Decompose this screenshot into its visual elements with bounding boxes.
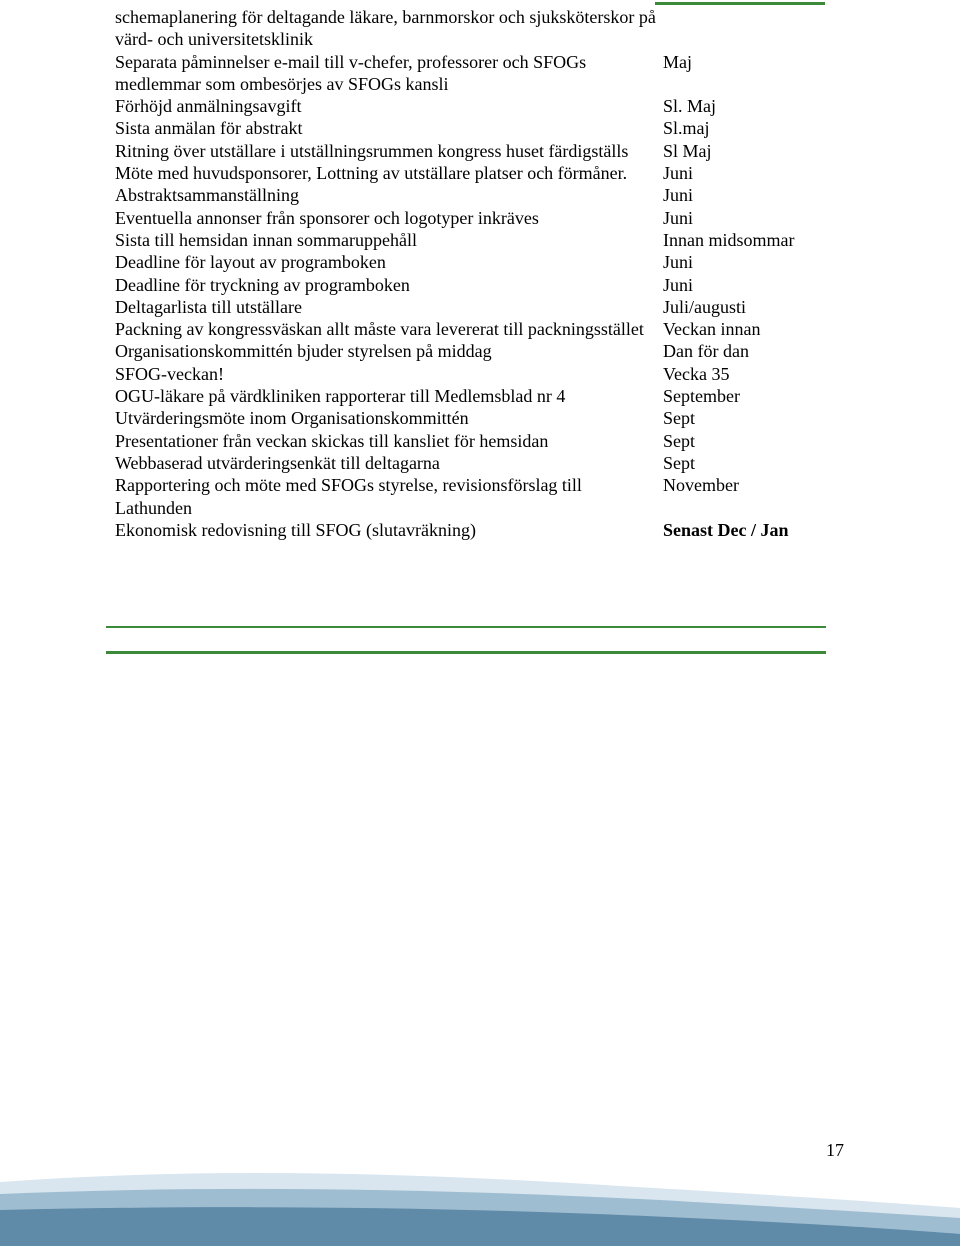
schedule-row xyxy=(115,363,825,385)
top-rule xyxy=(655,2,825,5)
task-text: Sista anmälan för abstrakt xyxy=(115,118,303,139)
task-text: Separata påminnelser e-mail till v-chefer, professorer och SFOGs medlemmar som ombesörjes av SFOGs kansli xyxy=(115,51,587,94)
when-text: Dan för dan xyxy=(663,341,749,362)
task-text: Möte med huvudsponsorer, Lottning av utställare platser och förmåner. xyxy=(115,163,628,184)
task-text: OGU-läkare på värdkliniken rapporterar till Medlemsblad nr 4 xyxy=(115,386,566,407)
task-text: schemaplanering för deltagande läkare, barnmorskor och sjuksköterskor på värd- och universitetsklinik xyxy=(115,7,656,50)
when-text: November xyxy=(663,475,739,496)
schedule-row xyxy=(115,95,825,117)
when-text: Juli/augusti xyxy=(663,296,747,317)
when-text: Sept xyxy=(663,408,696,429)
when-text: Juni xyxy=(663,185,694,206)
schedule-row xyxy=(115,274,825,296)
when-text: Juni xyxy=(663,163,694,184)
task-text: Deadline för tryckning av programboken xyxy=(115,274,410,295)
task-text: SFOG-veckan! xyxy=(115,363,224,384)
when-text: Innan midsommar xyxy=(663,229,795,250)
schedule-row xyxy=(115,207,825,229)
when-text: Vecka 35 xyxy=(663,363,730,384)
schedule-row xyxy=(115,519,825,541)
task-text: Sista till hemsidan innan sommaruppehåll xyxy=(115,229,417,250)
task-text: Abstraktsammanställning xyxy=(115,185,299,206)
schedule-row xyxy=(115,184,825,206)
task-text: Utvärderingsmöte inom Organisationskommittén xyxy=(115,408,469,429)
schedule-row xyxy=(115,407,825,429)
schedule-row xyxy=(115,162,825,184)
schedule-row xyxy=(115,6,825,51)
schedule-row xyxy=(115,430,825,452)
schedule-row xyxy=(115,340,825,362)
task-text: Webbaserad utvärderingsenkät till deltagarna xyxy=(115,452,440,473)
when-text: Sept xyxy=(663,430,696,451)
schedule-row xyxy=(115,251,825,273)
schedule-row xyxy=(115,452,825,474)
when-text: Juni xyxy=(663,274,694,295)
when-text: September xyxy=(663,386,740,407)
task-text: Organisationskommittén bjuder styrelsen på middag xyxy=(115,341,492,362)
page-number: 17 xyxy=(826,1140,844,1160)
when-text: Sl.maj xyxy=(663,118,710,139)
when-text-final: Senast Dec / Jan xyxy=(663,519,789,540)
schedule-row xyxy=(115,474,825,519)
when-text: Sl Maj xyxy=(663,140,712,161)
footer-wave-decoration xyxy=(0,1160,960,1246)
schedule-row xyxy=(115,318,825,340)
schedule-row xyxy=(115,117,825,139)
when-text: Veckan innan xyxy=(663,319,761,340)
schedule-row xyxy=(115,296,825,318)
divider-line-thick xyxy=(106,651,826,654)
schedule-row xyxy=(115,229,825,251)
when-text: Sept xyxy=(663,452,696,473)
task-text: Ekonomisk redovisning till SFOG (slutavräkning) xyxy=(115,519,476,540)
when-text: Juni xyxy=(663,207,694,228)
schedule-row xyxy=(115,51,825,96)
schedule-row xyxy=(115,140,825,162)
task-text: Packning av kongressväskan allt måste vara levererat till packningsstället xyxy=(115,319,644,340)
schedule-list xyxy=(115,6,825,541)
task-text: Eventuella annonser från sponsorer och logotyper inkräves xyxy=(115,207,539,228)
task-text: Deltagarlista till utställare xyxy=(115,296,302,317)
when-text: Juni xyxy=(663,252,694,273)
task-text: Ritning över utställare i utställningsrummen kongress huset färdigställs xyxy=(115,140,629,161)
when-text: Sl. Maj xyxy=(663,96,717,117)
schedule-row xyxy=(115,385,825,407)
task-text: Rapportering och möte med SFOGs styrelse, revisionsförslag till Lathunden xyxy=(115,475,582,518)
divider-line xyxy=(106,626,826,628)
task-text: Presentationer från veckan skickas till kansliet för hemsidan xyxy=(115,430,549,451)
task-text: Förhöjd anmälningsavgift xyxy=(115,96,302,117)
when-text: Maj xyxy=(663,51,692,72)
task-text: Deadline för layout av programboken xyxy=(115,252,386,273)
